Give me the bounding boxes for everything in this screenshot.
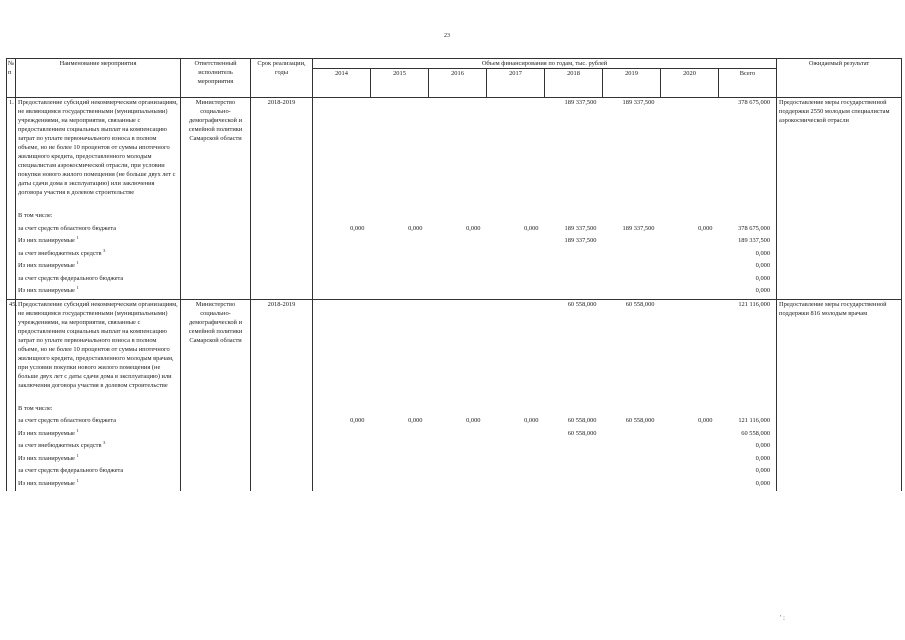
funding-value: 60 558,000 [545, 299, 603, 390]
source-value [545, 466, 603, 479]
footnote-mark: 1 [76, 234, 79, 240]
source-value [603, 274, 661, 287]
row-number: 1. [7, 98, 16, 300]
empty-cell [487, 211, 545, 224]
source-row [7, 274, 902, 287]
empty-cell [371, 211, 429, 224]
source-row [7, 261, 902, 274]
header-period: Срок реализации, годы [251, 59, 313, 98]
source-value: 0,000 [719, 454, 777, 467]
funding-value [429, 299, 487, 390]
source-value: 60 558,000 [719, 429, 777, 442]
source-value [545, 454, 603, 467]
source-value [545, 249, 603, 262]
source-label [16, 479, 181, 492]
source-label-text: за счет средств областного бюджета [18, 417, 117, 424]
source-label-text: Из них планируемые [18, 429, 75, 437]
source-value [661, 429, 719, 442]
expected-result: Предоставление меры государственной поддержки 816 молодым врачам [777, 299, 902, 491]
source-value [603, 261, 661, 274]
table-row [7, 299, 902, 390]
source-value [661, 466, 719, 479]
source-value [313, 441, 371, 454]
source-label [16, 286, 181, 299]
source-value: 189 337,500 [719, 236, 777, 249]
source-value: 60 558,000 [567, 417, 597, 424]
spacer-cell [16, 390, 181, 404]
source-value: 0,000 [350, 417, 365, 424]
source-value [371, 429, 429, 442]
source-value: 60 558,000 [625, 417, 655, 424]
responsible-executor: Министерство социально-демографической и семейной политики Самарской области [181, 299, 251, 491]
source-value [661, 249, 719, 262]
spacer-cell [429, 197, 487, 211]
empty-cell [545, 404, 603, 417]
responsible-executor: Министерство социально-демографической и семейной политики Самарской области [181, 98, 251, 300]
empty-cell [429, 211, 487, 224]
spacer-cell [487, 197, 545, 211]
source-value: 0,000 [719, 286, 777, 299]
source-value: 0,000 [719, 466, 777, 479]
funding-value [371, 98, 429, 198]
source-value [487, 454, 545, 467]
source-value [487, 249, 545, 262]
source-value: 0,000 [719, 441, 777, 454]
source-value [661, 286, 719, 299]
funding-value [661, 299, 719, 390]
source-value: 0,000 [408, 417, 423, 424]
source-value [429, 236, 487, 249]
row-number: 45. [7, 299, 16, 491]
footnote-mark: 1 [76, 427, 79, 433]
including-label: В том числе: [16, 211, 181, 224]
source-label [16, 249, 181, 262]
measure-name: Предоставление субсидий некоммерческим организациям, не являющимся государственными (муниципальными) учреждениями, на мероприятия, связанные с предоставлением социальных выплат на компенсацию затрат по уплате первоначального взноса в полном объеме, но не более 10 процентов от суммы ипотечного жилищного кредита, предоставленного молодым специалистам аэрокосмической отрасли, при условии покупки нового жилого помещения (не больше двух лет с даты сдачи дома в эксплуатацию) или заключения договора участия в долевом строительстве [16, 98, 181, 198]
source-value: 0,000 [466, 417, 481, 424]
source-label [16, 454, 181, 467]
source-value [487, 441, 545, 454]
source-value [371, 479, 429, 492]
implementation-period: 2018-2019 [251, 299, 313, 491]
empty-cell [603, 211, 661, 224]
spacer-cell [313, 197, 371, 211]
empty-cell [429, 404, 487, 417]
funding-value [313, 98, 371, 198]
source-value [487, 466, 545, 479]
source-value: 0,000 [719, 479, 777, 492]
source-value [313, 261, 371, 274]
funding-value [313, 299, 371, 390]
source-label [16, 429, 181, 442]
source-label [16, 466, 181, 479]
source-value [429, 479, 487, 492]
spacer-cell [371, 197, 429, 211]
source-row [7, 479, 902, 492]
source-label-text: Из них планируемые [18, 479, 75, 487]
source-value [313, 286, 371, 299]
source-label-text: Из них планируемые [18, 454, 75, 462]
footnote-mark: 3 [103, 247, 106, 253]
source-row [7, 286, 902, 299]
footnote-mark: 1 [76, 284, 79, 290]
year-header-2014: 2014 [313, 69, 371, 98]
source-label-text: за счет средств федерального бюджета [18, 467, 124, 474]
source-value [429, 261, 487, 274]
source-value [603, 479, 661, 492]
spacer-cell [545, 197, 603, 211]
source-value [313, 466, 371, 479]
source-value [603, 236, 661, 249]
header-result: Ожидаемый результат [777, 59, 902, 98]
source-value [545, 479, 603, 492]
spacer-cell [487, 390, 545, 404]
source-value [313, 429, 371, 442]
source-value [429, 454, 487, 467]
source-value [661, 454, 719, 467]
corner-mark: ' : [780, 614, 785, 622]
source-value: 0,000 [698, 224, 713, 232]
source-value: 189 337,500 [564, 224, 597, 232]
source-row [7, 249, 902, 262]
source-value [313, 454, 371, 467]
empty-cell [661, 404, 719, 417]
source-value: 0,000 [719, 261, 777, 274]
source-value: 378 675,000 [719, 224, 777, 237]
source-value [429, 274, 487, 287]
source-value: 189 337,500 [622, 224, 655, 232]
source-label [16, 224, 181, 237]
source-value [371, 454, 429, 467]
source-value: 189 337,500 [564, 237, 597, 244]
footnote-mark: 1 [76, 477, 79, 483]
spacer-cell [719, 390, 777, 404]
implementation-period: 2018-2019 [251, 98, 313, 300]
source-label-text: за счет средств областного бюджета [18, 224, 117, 232]
source-value [661, 441, 719, 454]
source-value: 0,000 [350, 224, 365, 232]
source-value [487, 479, 545, 492]
year-header-2018: 2018 [545, 69, 603, 98]
funding-value [371, 299, 429, 390]
source-value [603, 441, 661, 454]
empty-cell [545, 211, 603, 224]
source-value [487, 429, 545, 442]
source-value [603, 286, 661, 299]
empty-cell [603, 404, 661, 417]
source-value: 0,000 [524, 417, 539, 424]
empty-cell [661, 211, 719, 224]
year-header-2015: 2015 [371, 69, 429, 98]
funding-value [429, 98, 487, 198]
source-label [16, 236, 181, 249]
source-value [487, 261, 545, 274]
funding-value: 121 116,000 [719, 299, 777, 390]
source-value [661, 274, 719, 287]
funding-value: 60 558,000 [603, 299, 661, 390]
source-value [371, 441, 429, 454]
year-header-2019: 2019 [603, 69, 661, 98]
source-value [371, 249, 429, 262]
source-label [16, 274, 181, 287]
source-value [603, 429, 661, 442]
footnote-mark: 3 [103, 439, 106, 445]
header-num: № п [7, 59, 16, 98]
source-label [16, 261, 181, 274]
header-name: Наименование мероприятия [16, 59, 181, 98]
source-value [487, 236, 545, 249]
funding-value [487, 98, 545, 198]
empty-cell [313, 211, 371, 224]
source-value [603, 466, 661, 479]
source-value [429, 429, 487, 442]
empty-cell [719, 404, 777, 417]
source-value [313, 479, 371, 492]
source-value [545, 274, 603, 287]
source-value [313, 236, 371, 249]
spacer-cell [16, 197, 181, 211]
source-value [371, 286, 429, 299]
source-value [545, 286, 603, 299]
source-row [7, 441, 902, 454]
empty-cell [313, 404, 371, 417]
source-label-text: за счет средств федерального бюджета [18, 274, 124, 282]
spacer-cell [603, 197, 661, 211]
source-value [661, 236, 719, 249]
source-value [545, 441, 603, 454]
including-row [7, 404, 902, 417]
source-value [429, 286, 487, 299]
source-label [16, 416, 181, 429]
funding-value [487, 299, 545, 390]
source-row [7, 466, 902, 479]
funding-table [6, 58, 902, 491]
source-value [313, 274, 371, 287]
source-label-text: за счет внебюджетных средств [18, 442, 102, 449]
source-value: 0,000 [719, 274, 777, 287]
funding-value: 189 337,500 [564, 99, 597, 106]
funding-value: 189 337,500 [622, 99, 655, 106]
footnote-mark: 1 [76, 452, 79, 458]
source-value: 121 116,000 [719, 416, 777, 429]
spacer-row [7, 390, 902, 404]
source-label [16, 441, 181, 454]
spacer-cell [313, 390, 371, 404]
source-value [429, 466, 487, 479]
year-header-total: Всего [719, 69, 777, 98]
source-row [7, 416, 902, 429]
source-row [7, 454, 902, 467]
source-value [429, 249, 487, 262]
page-number: 23 [444, 33, 450, 39]
header-responsible: Ответственный исполнитель мероприятия [181, 59, 251, 98]
source-value [487, 286, 545, 299]
source-value [371, 261, 429, 274]
source-label-text: за счет внебюджетных средств [18, 249, 102, 257]
header-funding: Объем финансирования по годам, тыс. рублей [313, 59, 777, 69]
source-value: 0,000 [408, 224, 423, 232]
source-value [603, 249, 661, 262]
spacer-cell [429, 390, 487, 404]
funding-value: 378 675,000 [719, 98, 777, 198]
source-value [429, 441, 487, 454]
spacer-cell [545, 390, 603, 404]
source-row [7, 429, 902, 442]
source-value [545, 261, 603, 274]
source-label-text: Из них планируемые [18, 237, 75, 244]
source-value [487, 274, 545, 287]
spacer-cell [719, 197, 777, 211]
source-value [371, 466, 429, 479]
source-row [7, 224, 902, 237]
measure-name: Предоставление субсидий некоммерческим организациям, не являющимся государственными (муниципальными) учреждениями, на мероприятия, связанные с предоставлением социальных выплат на компенсацию затрат по уплате первоначального взноса в полном объеме, но не более 10 процентов от суммы ипотечного жилищного кредита, предоставленного молодым врачам, при условии покупки нового жилого помещения (не больше двух лет с даты сдачи дома в эксплуатацию) или заключения договора участия в долевом строительстве [16, 299, 181, 390]
source-value: 0,000 [719, 249, 777, 262]
source-value: 60 558,000 [567, 429, 597, 437]
year-header-2016: 2016 [429, 69, 487, 98]
expected-result: Предоставление меры государственной поддержки 2550 молодым специалистам аэрокосмической отрасли [777, 98, 902, 300]
empty-cell [487, 404, 545, 417]
including-label: В том числе: [16, 404, 181, 417]
spacer-cell [371, 390, 429, 404]
empty-cell [371, 404, 429, 417]
source-value [313, 249, 371, 262]
spacer-cell [661, 390, 719, 404]
funding-value [661, 98, 719, 198]
footnote-mark: 1 [76, 259, 79, 265]
empty-cell [719, 211, 777, 224]
spacer-cell [603, 390, 661, 404]
source-value: 0,000 [698, 417, 713, 424]
table-row [7, 98, 902, 198]
source-value: 0,000 [466, 224, 481, 232]
source-value [661, 261, 719, 274]
year-header-2020: 2020 [661, 69, 719, 98]
table-header-row [7, 59, 902, 69]
source-value [603, 454, 661, 467]
source-value [371, 236, 429, 249]
source-value: 0,000 [524, 224, 539, 232]
source-row [7, 236, 902, 249]
year-header-2017: 2017 [487, 69, 545, 98]
source-label-text: Из них планируемые [18, 262, 75, 269]
source-label-text: Из них планируемые [18, 287, 75, 294]
source-value [371, 274, 429, 287]
spacer-row [7, 197, 902, 211]
source-value [661, 479, 719, 492]
spacer-cell [661, 197, 719, 211]
including-row [7, 211, 902, 224]
